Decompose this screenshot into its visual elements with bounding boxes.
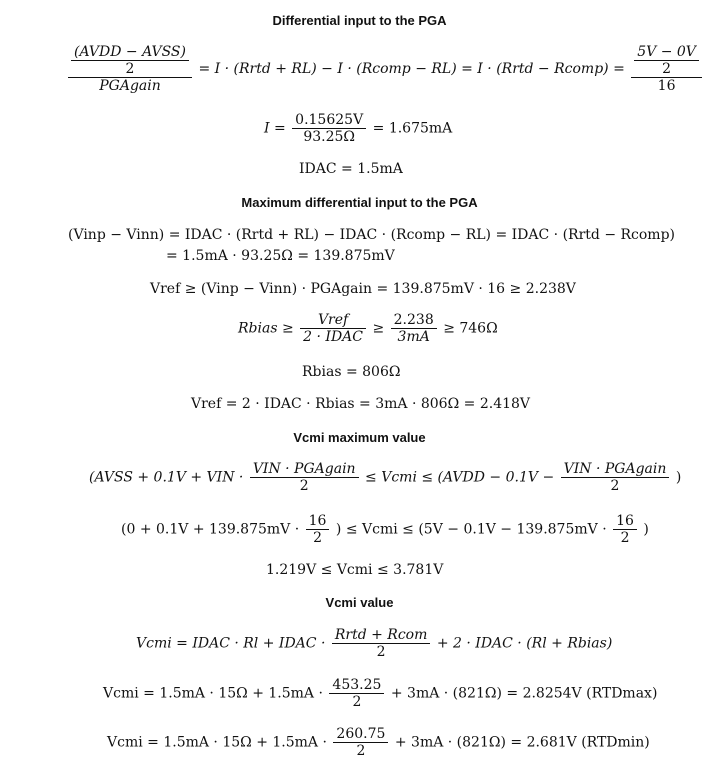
equation-current [264, 112, 452, 145]
heading-vcmi-value: Vcmi value [325, 595, 394, 610]
equation-vcmi-range-result: 1.219V ≤ Vcmi ≤ 3.781V [266, 562, 444, 578]
fraction-vin-pgagain-lower [250, 461, 359, 494]
equation-vinp-vinn-line2: = 1.5mA · 93.25Ω = 139.875mV [166, 248, 395, 264]
inequality-sign: ≥ [372, 320, 385, 337]
denominator-16: 16 [657, 78, 676, 94]
closing-paren: ) [643, 521, 649, 538]
denominator-pgagain: PGAgain [99, 78, 161, 94]
fraction-2238-over-3ma [391, 312, 437, 345]
result-rbias-min: ≥ 746Ω [443, 320, 498, 337]
numerator-26075: 260.75 [333, 726, 388, 743]
denominator-two: 2 [125, 61, 135, 77]
fraction-avdd-avss-over-pgagain [68, 44, 192, 94]
equation-rbias-value: Rbias = 806Ω [302, 364, 401, 380]
vcmi-numeric-middle: ) ≤ Vcmi ≤ (5V − 0.1V − 139.875mV · [335, 521, 607, 538]
denominator-2idac: 2 · IDAC [303, 329, 363, 345]
numerator-voltage: 0.15625V [292, 112, 366, 129]
denominator-two: 2 [376, 644, 386, 660]
fraction-current [292, 112, 366, 145]
vcmi-rtdmin-prefix: Vcmi = 1.5mA · 15Ω + 1.5mA · [107, 734, 327, 751]
numerator-vin-pgagain: VIN · PGAgain [250, 461, 359, 478]
equation-vcmi-range-symbolic [89, 461, 681, 494]
equation-vref-bound: Vref ≥ (Vinp − Vinn) · PGAgain = 139.875mV · 16 ≥ 2.238V [150, 281, 576, 297]
fraction-vin-pgagain-upper [561, 461, 670, 494]
denominator-two: 2 [352, 694, 362, 710]
numerator-5v-0v: 5V − 0V [634, 44, 699, 61]
fraction-26075-over-2 [333, 726, 388, 759]
vcmi-rtdmin-result: + 3mA · (821Ω) = 2.681V (RTDmin) [394, 734, 650, 751]
vcmi-middle: ≤ Vcmi ≤ (AVDD − 0.1V − [365, 469, 555, 486]
fraction-45325-over-2 [329, 677, 384, 710]
equation-vcmi-symbolic [136, 627, 612, 660]
denominator-two: 2 [620, 530, 630, 546]
closing-paren: ) [675, 469, 682, 486]
denominator-two: 2 [313, 530, 323, 546]
vcmi-lower-bound-prefix: (AVSS + 0.1V + VIN · [89, 469, 244, 486]
denominator-resistance: 93.25Ω [303, 129, 356, 145]
vcmi-symbolic-prefix: Vcmi = IDAC · Rl + IDAC · [136, 635, 326, 652]
vcmi-symbolic-suffix: + 2 · IDAC · (Rl + Rbias) [436, 635, 613, 652]
vcmi-rtdmax-prefix: Vcmi = 1.5mA · 15Ω + 1.5mA · [103, 685, 323, 702]
numerator-vin-pgagain: VIN · PGAgain [561, 461, 670, 478]
numerator-16: 16 [306, 513, 330, 530]
fraction-16-over-2-lower [306, 513, 330, 546]
numerator-16: 16 [613, 513, 637, 530]
heading-maximum-differential-input: Maximum differential input to the PGA [241, 195, 478, 210]
fraction-16-over-2-upper [613, 513, 637, 546]
heading-vcmi-maximum-value: Vcmi maximum value [293, 430, 426, 445]
equation-idac: IDAC = 1.5mA [299, 161, 403, 177]
lhs-current: I = [264, 120, 286, 137]
denominator-two: 2 [356, 743, 366, 759]
denominator-two: 2 [299, 478, 309, 494]
fraction-rrtd-rcom-over-2 [332, 627, 431, 660]
denominator-two: 2 [610, 478, 620, 494]
result-current: = 1.675mA [372, 120, 453, 137]
fraction-5v-over-16 [631, 44, 702, 94]
equation-vinp-vinn-line1: (Vinp − Vinn) = IDAC · (Rrtd + RL) − IDAC · (Rcomp − RL) = IDAC · (Rrtd − Rcomp) [68, 227, 676, 243]
numerator-45325: 453.25 [329, 677, 384, 694]
equation-vcmi-range-numeric [121, 513, 649, 546]
equation-differential-input [66, 44, 704, 94]
numerator-rrtd-rcom: Rrtd + Rcom [332, 627, 431, 644]
heading-differential-input: Differential input to the PGA [272, 13, 447, 28]
vcmi-rtdmax-result: + 3mA · (821Ω) = 2.8254V (RTDmax) [390, 685, 658, 702]
equation-vref-value: Vref = 2 · IDAC · Rbias = 3mA · 806Ω = 2.418V [191, 396, 531, 412]
denominator-two: 2 [662, 61, 672, 77]
numerator-vref: Vref [300, 312, 366, 329]
numerator-avdd-avss: (AVDD − AVSS) [71, 44, 189, 61]
equation-vcmi-rtdmax [103, 677, 657, 710]
equation-rbias-bound [238, 312, 498, 345]
vcmi-lower-numeric-prefix: (0 + 0.1V + 139.875mV · [121, 521, 300, 538]
lhs-rbias: Rbias ≥ [238, 320, 294, 337]
equation-vcmi-rtdmin [107, 726, 650, 759]
fraction-vref-over-2idac [300, 312, 366, 345]
numerator-2238: 2.238 [391, 312, 437, 329]
equation-middle-terms: = I · (Rrtd + RL) − I · (Rcomp − RL) = I · (Rrtd − Rcomp) = [198, 61, 625, 77]
denominator-3ma: 3mA [397, 329, 430, 345]
